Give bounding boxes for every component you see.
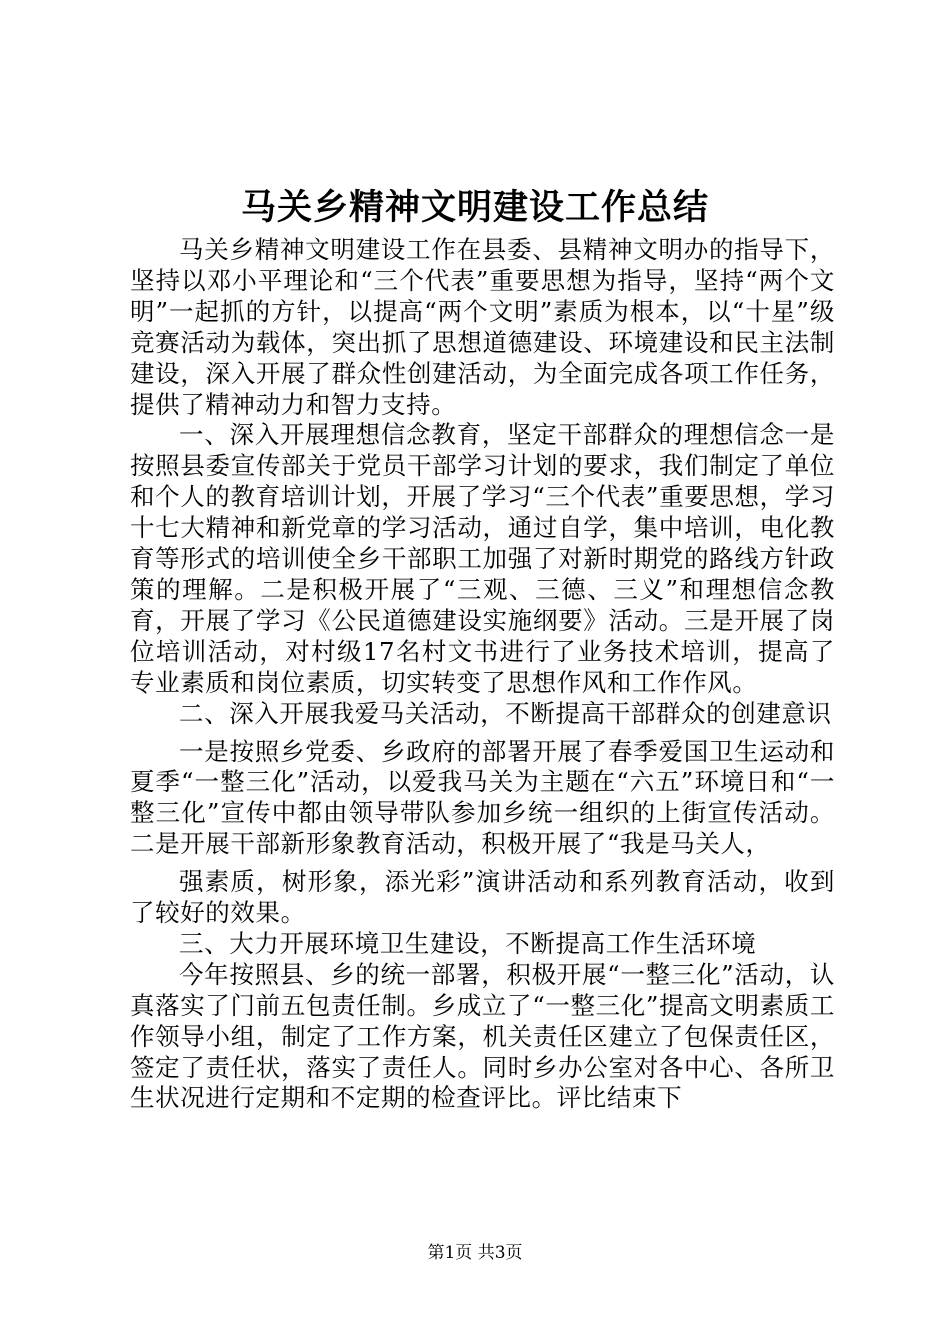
section-three-heading: 三、大力开展环境卫生建设，不断提高工作生活环境	[179, 928, 757, 958]
intro-paragraph: 马关乡精神文明建设工作在县委、县精神文明办的指导下，坚持以邓小平理论和“三个代表”重要思想为指导，坚持“两个文明”一起抓的方针，以提高“两个文明”素质为根本，以“十星”级竞赛活动为载体，突出抓了思想道德建设、环境建设和民主法制建设，深入开展了群众性创建活动，为全面完成各项工作任务，提供了精神动力和智力支持。	[130, 235, 835, 419]
page-number-footer: 第1页 共3页	[427, 1243, 523, 1263]
section-two-heading: 二、深入开展我爱马关活动，不断提高干部群众的创建意识	[179, 698, 832, 728]
document-body	[130, 235, 835, 1114]
paragraph-gap	[130, 860, 835, 867]
section-one-paragraph: 一、深入开展理想信念教育，坚定干部群众的理想信念一是按照县委宣传部关于党员干部学习计划的要求，我们制定了单位和个人的教育培训计划，开展了学习“三个代表”重要思想，学习十七大精神和新党章的学习活动，通过自学，集中培训，电化教育等形式的培训使全乡干部职工加强了对新时期党的路线方针政策的理解。二是积极开展了“三观、三德、三义”和理想信念教育，开展了学习《公民道德建设实施纲要》活动。三是开展了岗位培训活动，对村级17名村文书进行了业务技术培训，提高了专业素质和岗位素质，切实转变了思想作风和工作作风。	[130, 420, 835, 697]
section-two-paragraph: 一是按照乡党委、乡政府的部署开展了春季爱国卫生运动和夏季“一整三化”活动，以爱我马关为主题在“六五”环境日和“一整三化”宣传中都由领导带队参加乡统一组织的上街宣传活动。二是开展干部新形象教育活动，积极开展了“我是马关人，	[130, 736, 835, 859]
section-two-continuation: 强素质，树形象，添光彩”演讲活动和系列教育活动，收到了较好的效果。	[130, 867, 835, 928]
section-three-paragraph: 今年按照县、乡的统一部署，积极开展“一整三化”活动，认真落实了门前五包责任制。乡成立了“一整三化”提高文明素质工作领导小组，制定了工作方案，机关责任区建立了包保责任区，签定了责任状，落实了责任人。同时乡办公室对各中心、各所卫生状况进行定期和不定期的检查评比。评比结束下	[130, 959, 835, 1113]
paragraph-gap	[130, 730, 835, 737]
document-title: 马关乡精神文明建设工作总结	[240, 187, 709, 228]
